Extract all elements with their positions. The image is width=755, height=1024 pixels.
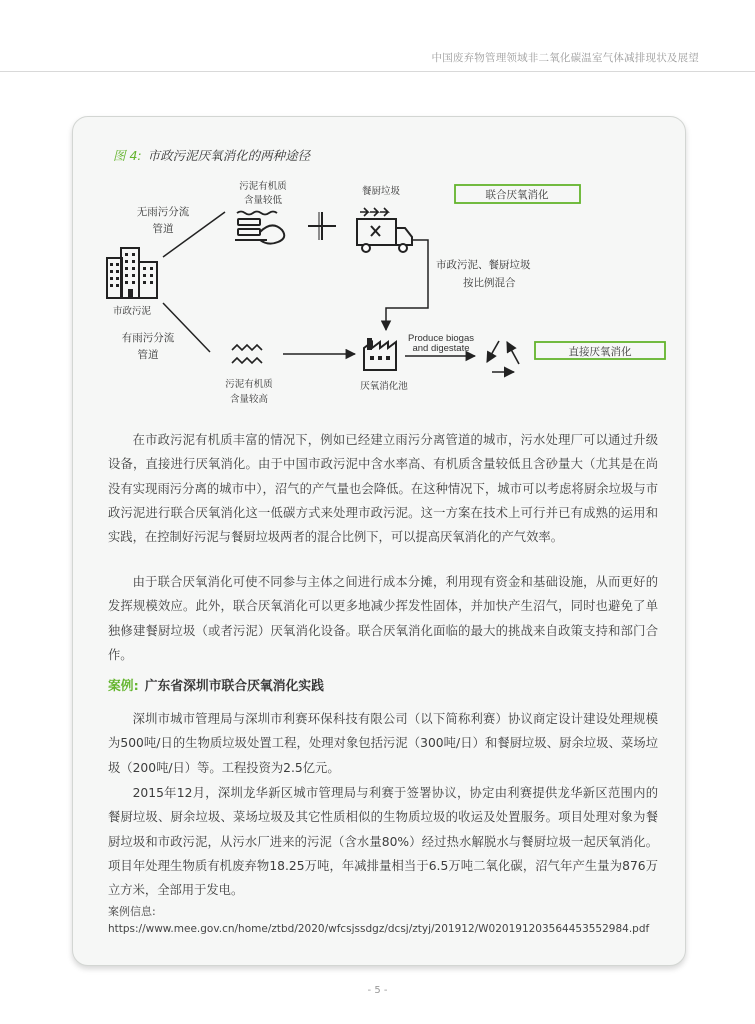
case-heading: [108, 675, 324, 694]
high-organic-label-2: 含量较高: [229, 394, 269, 405]
digester-label: 厌氧消化池: [360, 381, 408, 392]
direct-digestion-label: 直接厌氧消化: [568, 346, 632, 358]
page-number: - 5 -: [367, 985, 388, 996]
mix-note-label-2: 按比例混合: [463, 277, 516, 289]
header-title: 中国废弃物管理领域非二氧化碳温室气体减排现状及展望: [431, 52, 699, 64]
high-organic-label-1: 污泥有机质: [225, 379, 273, 390]
joint-digestion-label: 联合厌氧消化: [485, 189, 549, 201]
wave-icon: [232, 345, 262, 363]
source-link[interactable]: https://www.mee.gov.cn/home/ztbd/2020/wfcsjssdgz/dcsj/ztyj/201912/W020191203564453552984.pdf: [108, 923, 650, 935]
factory-icon: [364, 338, 396, 370]
recycle-icon: [487, 341, 519, 372]
figure-number: 图 4:: [113, 148, 142, 163]
case-paragraph: 深圳市城市管理局与深圳市利赛环保科技有限公司（以下简称利赛）协议商定设计建设处理规模为500吨/日的生物质垃圾处置工程，处理对象包括污泥（300吨/日）和餐厨垃圾、厨余垃圾、菜场垃圾（200吨/日）等。工程投资为2.5亿元。: [108, 712, 658, 775]
low-organic-label-1: 污泥有机质: [239, 181, 287, 192]
sewer-no-separation-label-2: 管道: [152, 223, 174, 235]
source-label: 案例信息:: [108, 905, 156, 918]
municipal-sludge-label: 市政污泥: [112, 306, 152, 317]
figure-caption: 市政污泥厌氧消化的两种途径: [147, 148, 311, 163]
body-paragraph: 在市政污泥有机质丰富的情况下，例如已经建立雨污分离管道的城市，污水处理厂可以通过升级设备，直接进行厌氧消化。由于中国市政污泥中含水率高、有机质含量较低且含砂量大（尤其是在尚没有实现雨污分离的城市中），沼气的产气量也会降低。在这种情况下，城市可以考虑将厨余垃圾与市政污泥进行联合厌氧消化这一低碳方式来处理市政污泥。这一方案在技术上可行并已有成熟的运用和实践，在控制好污泥与餐厨垃圾两者的混合比例下，可以提高厌氧消化的产气效率。: [108, 433, 658, 545]
case-keyword: 案例:: [108, 679, 139, 694]
produce-label-1: Produce biogas: [407, 333, 475, 344]
case-paragraph: 2015年12月，深圳龙华新区城市管理局与利赛于签署协议，协定由利赛提供龙华新区范围内的餐厨垃圾、厨余垃圾、菜场垃圾及其它性质相似的生物质垃圾的收运及处置服务。项目处理对象为餐厨垃圾和市政污泥，从污水厂进来的污泥（含水量80%）经过热水解脱水与餐厨垃圾一起厌氧消化。项目年处理生物质有机废弃物18.25万吨，年减排量相当于6.5万吨二氧化碳，沼气年产生量为876万立方米，全部用于发电。: [108, 786, 658, 898]
low-organic-label-2: 含量较低: [243, 195, 283, 206]
case-title: 广东省深圳市联合厌氧消化实践: [144, 679, 324, 694]
plus-icon: [308, 212, 336, 240]
sewer-separation-label-1: 有雨污分流: [121, 332, 175, 344]
mix-flow-arrow: [386, 240, 428, 330]
branch-line-lower: [163, 303, 210, 352]
kitchen-waste-label: 餐厨垃圾: [361, 186, 401, 197]
sewer-no-separation-label-1: 无雨污分流: [136, 206, 190, 218]
building-icon: [107, 248, 157, 298]
sewer-separation-label-2: 管道: [137, 349, 159, 361]
garbage-truck-icon: [357, 208, 412, 252]
produce-label-2: and digestate: [412, 343, 470, 354]
mix-note-label-1: 市政污泥、餐厨垃圾: [436, 259, 531, 271]
body-paragraph: 由于联合厌氧消化可使不同参与主体之间进行成本分摊，利用现有资金和基础设施，从而更好的发挥规模效应。此外，联合厌氧消化可以更多地减少挥发性固体，并加快产生沼气，同时也避免了单独修建餐厨垃圾（或者污泥）厌氧消化设备。联合厌氧消化面临的最大的挑战来自政策支持和部门合作。: [108, 575, 658, 662]
low-organic-sludge-icon: [235, 212, 284, 244]
